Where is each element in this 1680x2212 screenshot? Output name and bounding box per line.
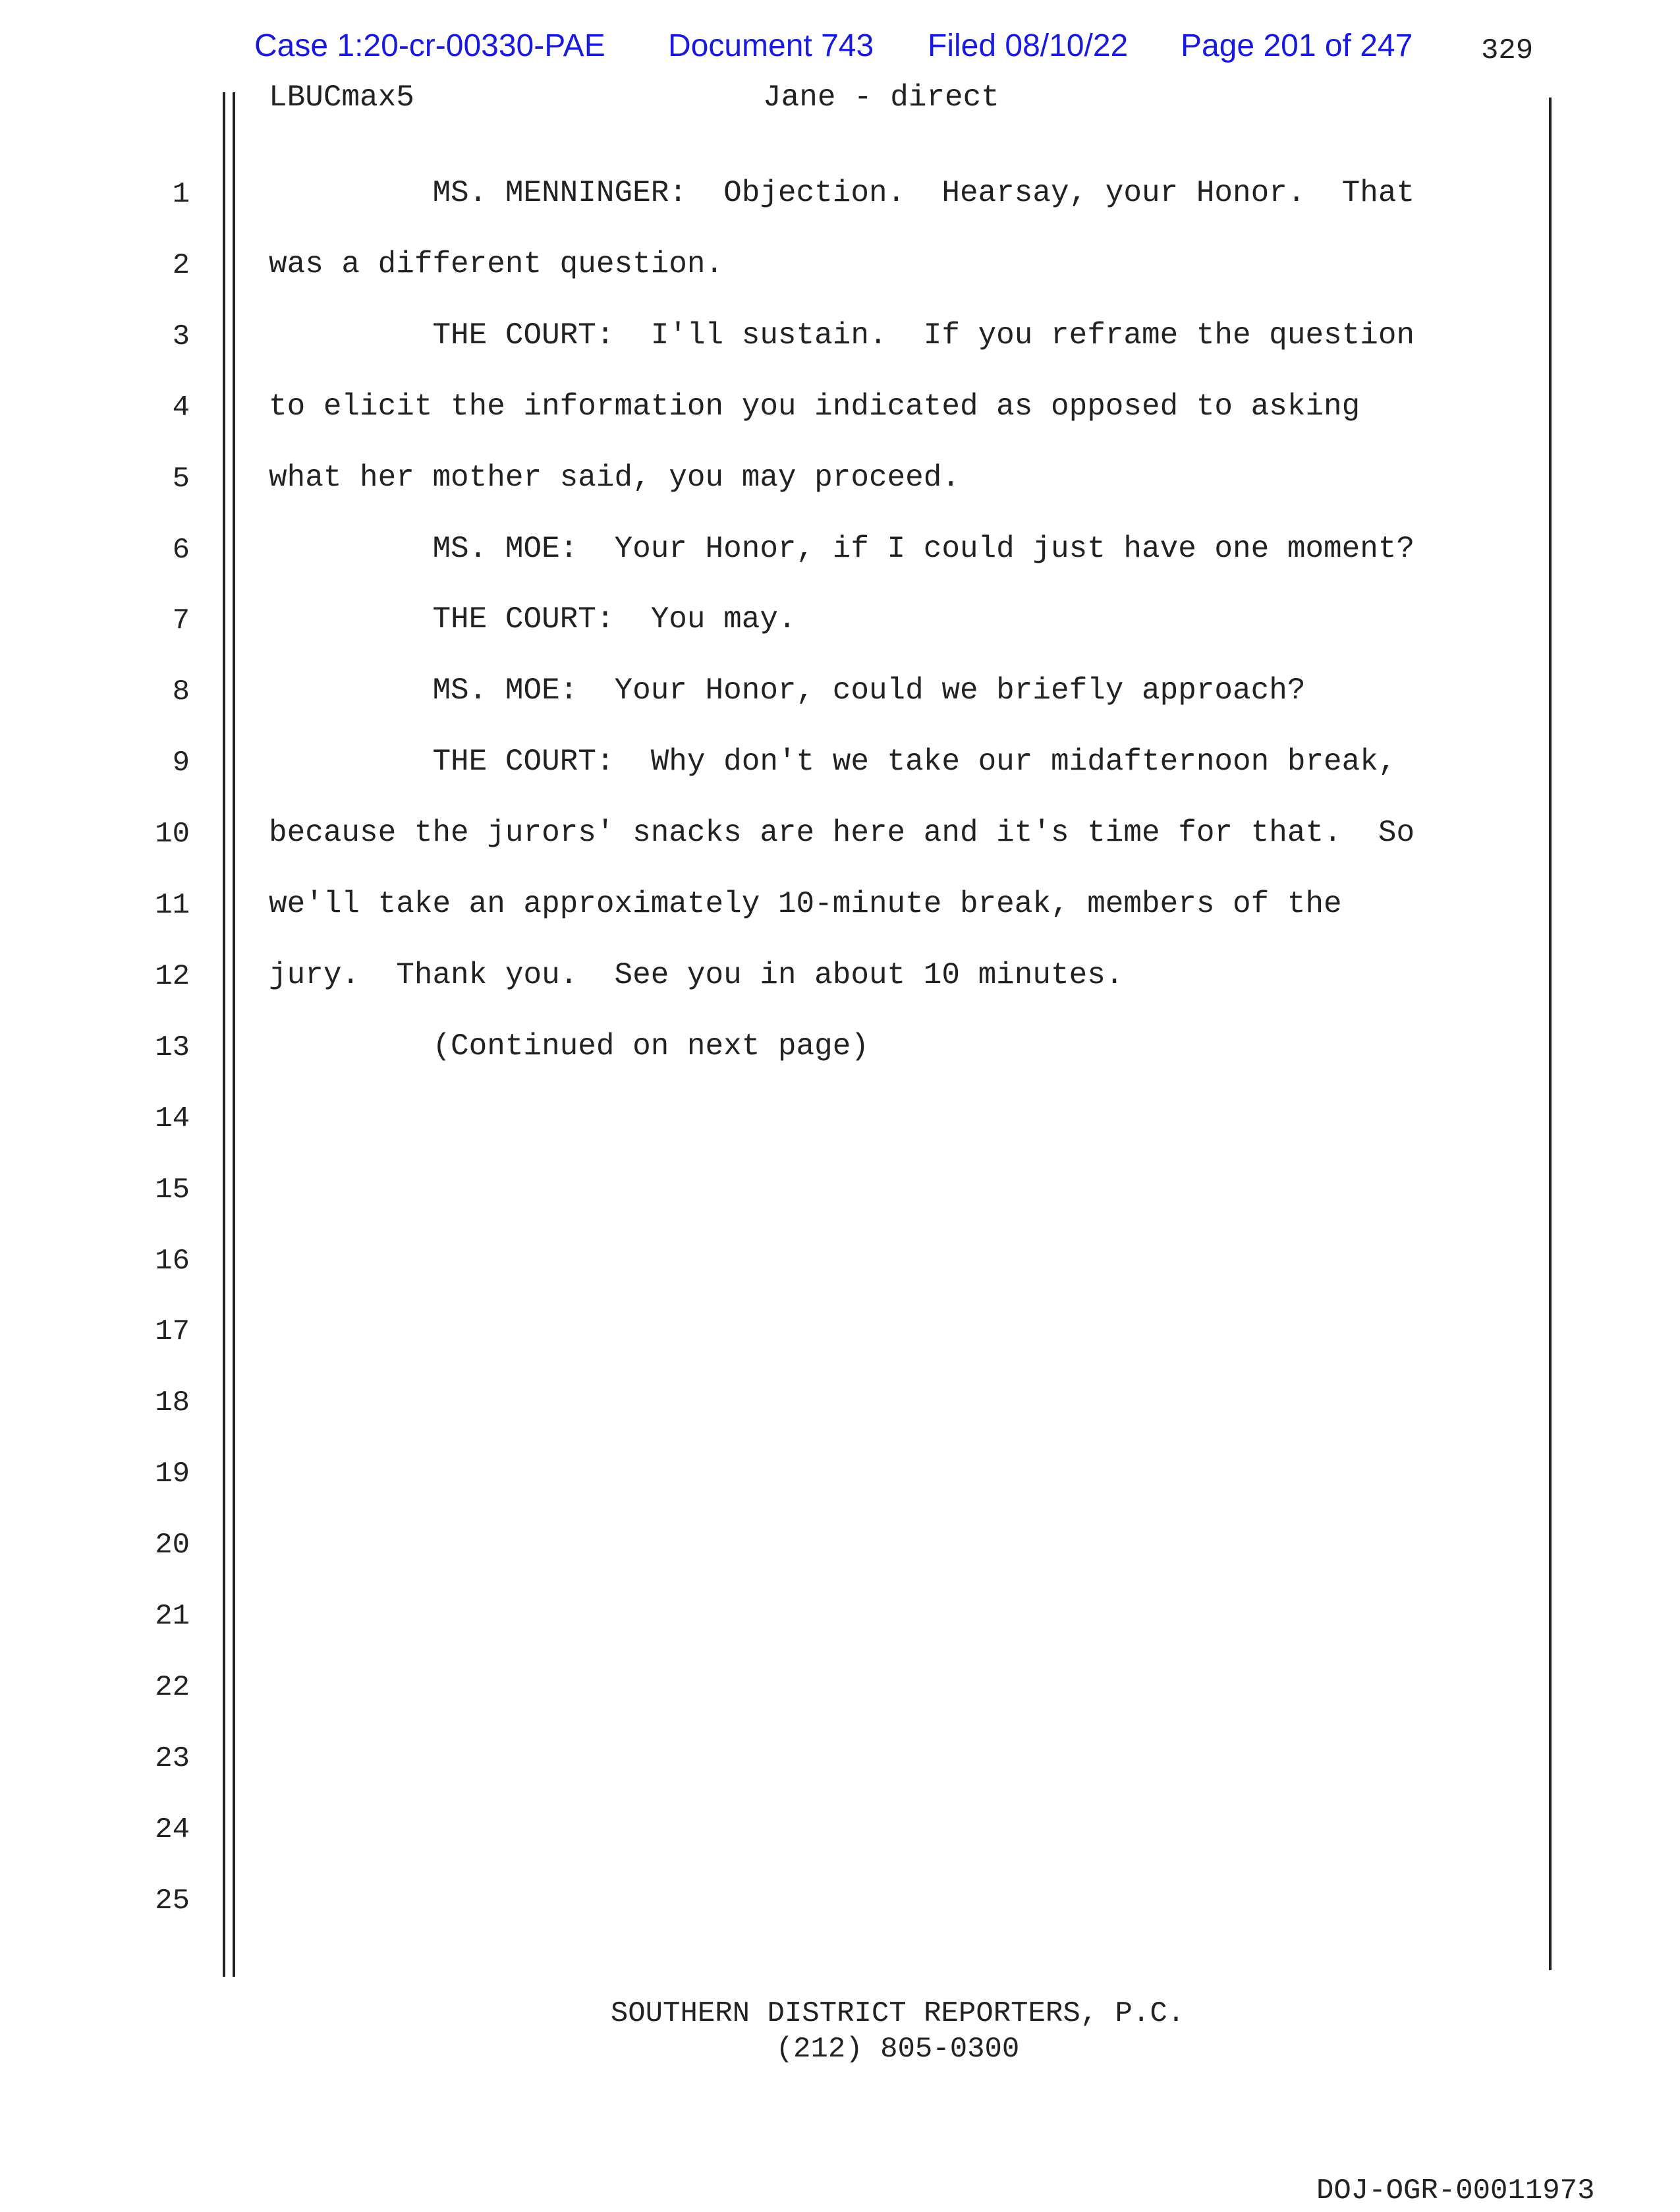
line-number: 4 <box>172 391 190 424</box>
line-number: 24 <box>155 1813 190 1846</box>
line-number: 25 <box>155 1884 190 1917</box>
line-number: 3 <box>172 320 190 353</box>
line-number: 14 <box>155 1102 190 1135</box>
line-number: 19 <box>155 1458 190 1491</box>
transcript-line: THE COURT: You may. <box>269 602 797 637</box>
reporter-phone: (212) 805-0300 <box>775 2033 1020 2066</box>
line-number: 8 <box>172 675 190 709</box>
transcript-line: MS. MOE: Your Honor, if I could just have one moment? <box>269 531 1415 566</box>
left-margin-rule-inner <box>233 92 235 1977</box>
transcript-line: because the jurors' snacks are here and it's time for that. So <box>269 816 1415 851</box>
bates-number: DOJ-OGR-00011973 <box>1316 2174 1595 2207</box>
line-number: 23 <box>155 1742 190 1775</box>
page-count: Page 201 of 247 <box>1181 28 1413 63</box>
transcript-page-number: 329 <box>1481 34 1534 67</box>
transcript-line: THE COURT: I'll sustain. If you reframe the question <box>269 318 1415 353</box>
line-number: 13 <box>155 1031 190 1064</box>
transcript-line: jury. Thank you. See you in about 10 minutes. <box>269 957 1124 992</box>
right-margin-rule <box>1549 98 1552 1970</box>
line-number: 10 <box>155 818 190 851</box>
line-number: 2 <box>172 248 190 282</box>
filed-date: Filed 08/10/22 <box>928 28 1129 63</box>
line-number: 12 <box>155 959 190 993</box>
reporter-name: SOUTHERN DISTRICT REPORTERS, P.C. <box>610 1997 1185 2030</box>
line-number: 5 <box>172 462 190 496</box>
line-number: 15 <box>155 1173 190 1206</box>
line-number: 9 <box>172 747 190 780</box>
line-number: 22 <box>155 1670 190 1704</box>
line-number: 6 <box>172 533 190 567</box>
transcript-line: MS. MENNINGER: Objection. Hearsay, your Honor. That <box>269 176 1415 210</box>
header-title: Jane - direct <box>763 80 999 115</box>
document-number: Document 743 <box>668 28 874 63</box>
transcript-line: we'll take an approximately 10-minute break, members of the <box>269 887 1342 921</box>
transcript-line: what her mother said, you may proceed. <box>269 460 960 495</box>
line-number: 11 <box>155 889 190 922</box>
line-number: 7 <box>172 604 190 638</box>
line-number: 1 <box>172 178 190 211</box>
case-stamp <box>0 28 1680 74</box>
case-number: Case 1:20-cr-00330-PAE <box>254 28 605 63</box>
transcript-line: (Continued on next page) <box>269 1029 869 1063</box>
transcript-line: MS. MOE: Your Honor, could we briefly approach? <box>269 673 1306 708</box>
transcript-line: THE COURT: Why don't we take our midafternoon break, <box>269 745 1397 780</box>
transcript-line: to elicit the information you indicated as opposed to asking <box>269 389 1360 424</box>
transcript-line: was a different question. <box>269 246 724 281</box>
left-margin-rule <box>223 92 225 1977</box>
line-number: 20 <box>155 1529 190 1562</box>
line-number: 17 <box>155 1315 190 1349</box>
line-number: 21 <box>155 1600 190 1633</box>
line-number: 16 <box>155 1244 190 1278</box>
header-code: LBUCmax5 <box>269 80 414 115</box>
line-number: 18 <box>155 1386 190 1420</box>
